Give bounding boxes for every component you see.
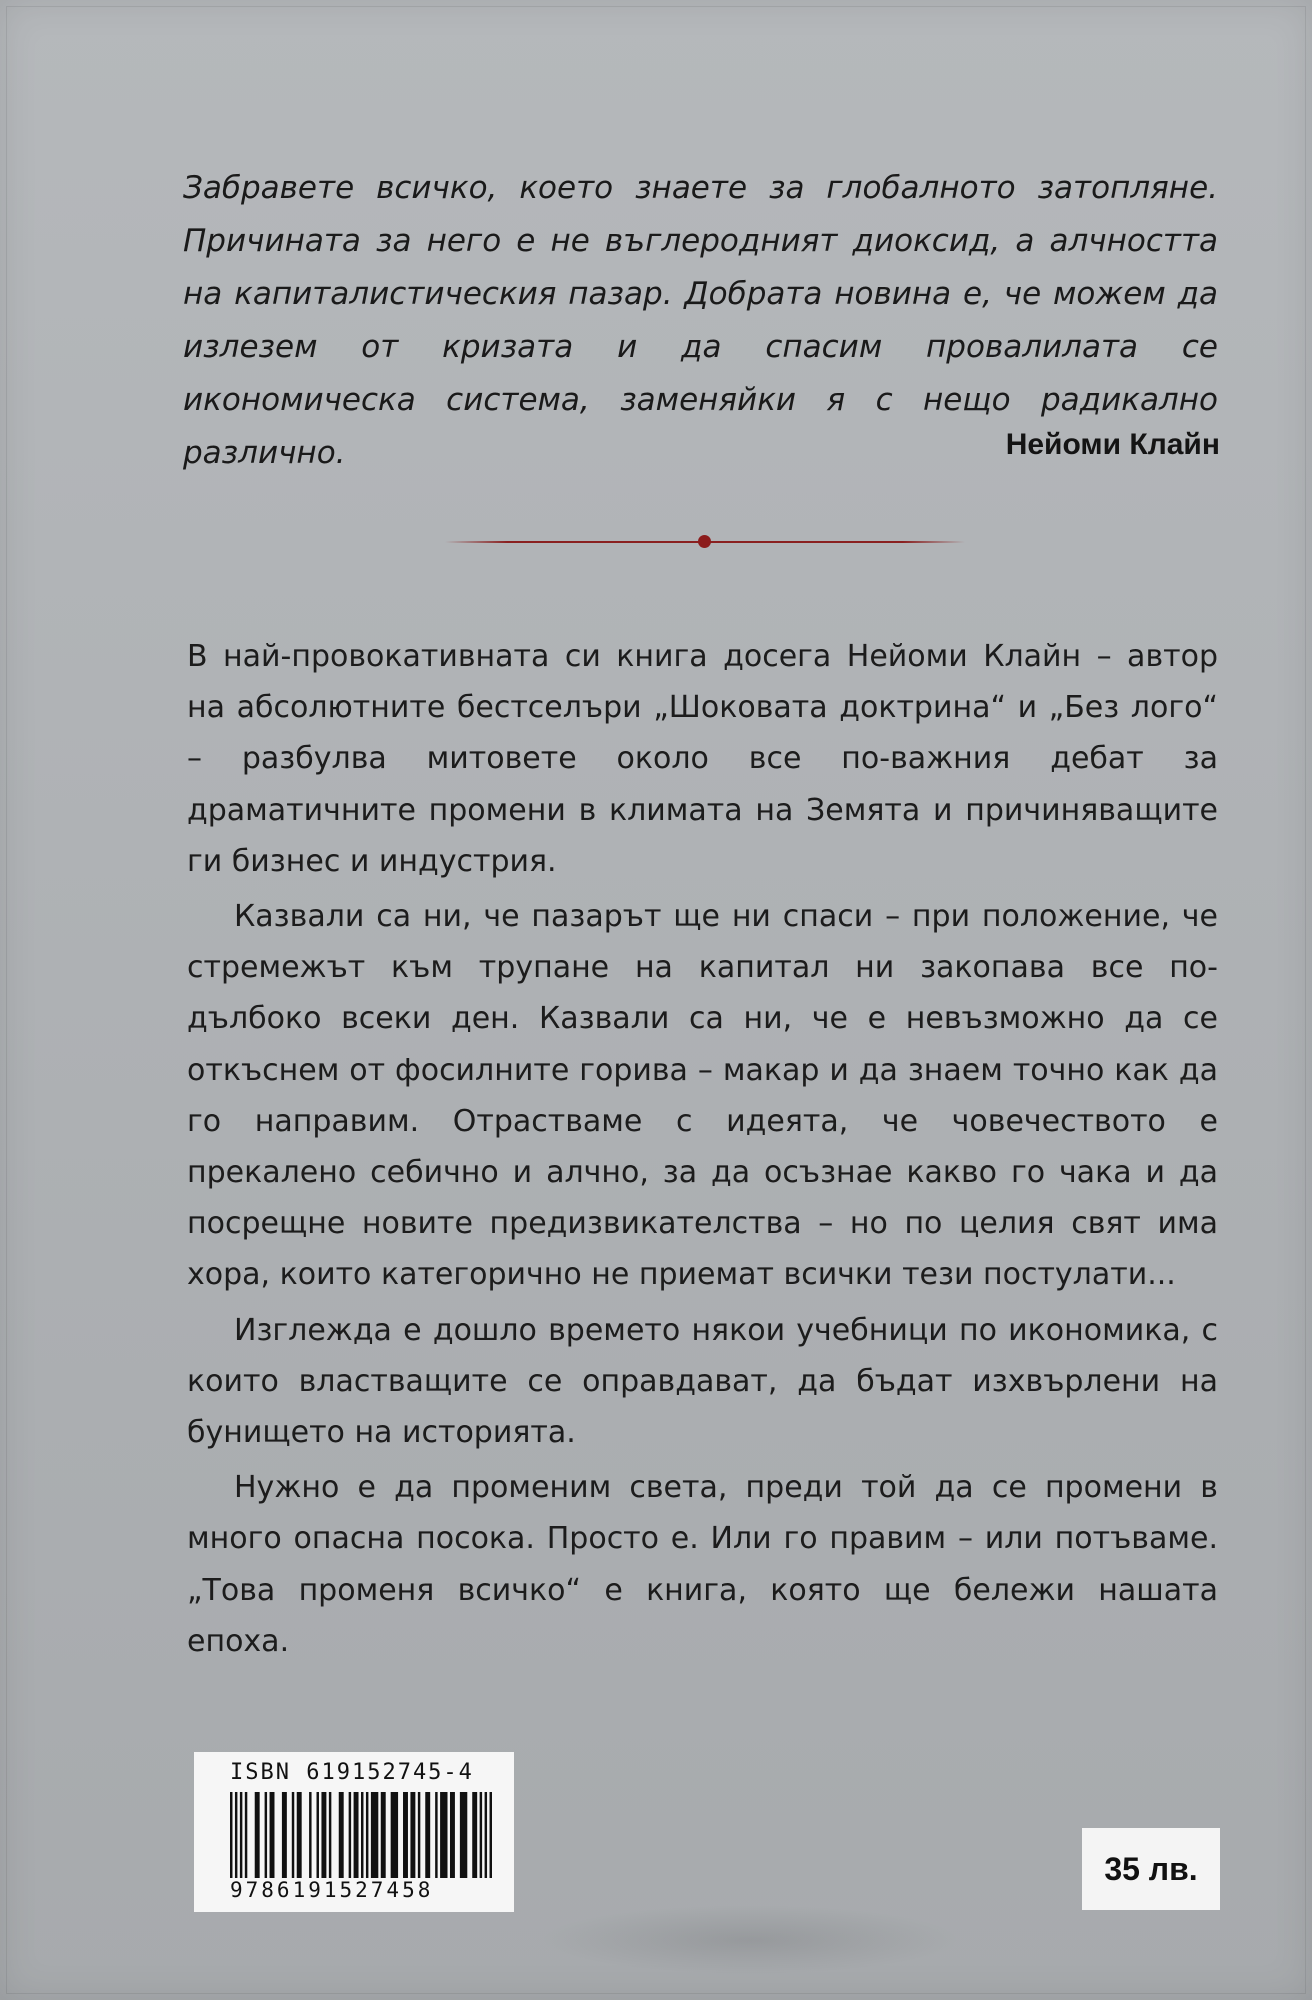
ornament-divider-dot: [698, 535, 711, 548]
barcode-bar: [490, 1792, 492, 1878]
price-text: 35 лв.: [1104, 1850, 1198, 1887]
barcode-bar: [391, 1792, 398, 1878]
barcode-bar: [230, 1792, 232, 1878]
cover-scuff-mark: [540, 1905, 960, 1975]
barcode-bar: [381, 1792, 386, 1878]
barcode-bar: [418, 1792, 420, 1878]
barcode-bar: [297, 1792, 302, 1878]
blurb-paragraph-4: Нужно е да променим света, преди той да се промени в много опасна посока. Просто е. Или го правим – или потъваме. „Това променя всичко“ е книга, която ще бележи нашата епоха.: [187, 1470, 1218, 1659]
blurb-paragraph-3: Изглежда е дошло времето някои учебници по икономика, с които властващите се оправдават, да бъдат изхвърлени на бунището на историята.: [187, 1312, 1218, 1451]
ean-number: 9786191527458: [230, 1878, 434, 1902]
barcode-bar: [235, 1792, 237, 1878]
barcode-bar: [425, 1792, 430, 1878]
barcode-bar: [321, 1792, 326, 1878]
barcode-bar: [292, 1792, 294, 1878]
barcode-bar: [485, 1792, 487, 1878]
barcode-bar: [255, 1792, 260, 1878]
barcode-bar: [366, 1792, 368, 1878]
barcode-bar: [460, 1792, 467, 1878]
barcode-bar: [440, 1792, 447, 1878]
blurb-paragraph-2: Казвали са ни, че пазарът ще ни спаси – при положение, че стремежът към трупане на капитал ни закопава все по-дълбоко всеки ден. Казвали са ни, че е невъзможно да се откъснем от фосилните горива – макар и да знаем точно как да го направим. Отрастваме с идеята, че човечеството е прекалено себично и алчно, за да осъзнае какво го чака и да посрещне новите предизвикателства – но по целия свят има хора, които категорично не приемат всички тези постулати...: [187, 899, 1218, 1293]
barcode-bar: [361, 1792, 363, 1878]
barcode-bar: [240, 1792, 242, 1878]
price-sticker: [1082, 1828, 1220, 1910]
barcode-sticker: [194, 1752, 514, 1912]
barcode-bar: [371, 1792, 378, 1878]
barcode-bar: [354, 1792, 359, 1878]
barcode-bar: [265, 1792, 267, 1878]
barcode-icon: [230, 1792, 492, 1878]
barcode-bar: [480, 1792, 482, 1878]
blurb-paragraph-1: В най-провокативната си книга досега Нейоми Клайн – автор на абсолютните бестселъри „Шоковата доктрина“ и „Без лого“ – разбулва митовете около все по-важния дебат за драматичните промени в климата на Земята и причиняващите ги бизнес и индустрия.: [187, 639, 1218, 879]
barcode-bar: [309, 1792, 311, 1878]
barcode-bar: [245, 1792, 247, 1878]
barcode-bar: [270, 1792, 275, 1878]
isbn-label: ISBN 619152745-4: [230, 1760, 474, 1785]
blurb: [187, 631, 1218, 1667]
barcode-bar: [339, 1792, 344, 1878]
barcode-bar: [450, 1792, 455, 1878]
barcode-bar: [282, 1792, 287, 1878]
barcode-bar: [472, 1792, 477, 1878]
quote-author: Нейоми Клайн: [1005, 428, 1220, 461]
barcode-bar: [403, 1792, 408, 1878]
barcode-bar: [329, 1792, 331, 1878]
barcode-bar: [349, 1792, 351, 1878]
barcode-bar: [435, 1792, 437, 1878]
barcode-bar: [317, 1792, 319, 1878]
quote-text: Забравете всичко, което знаете за глобалното затопляне. Причината за него е не въглеродният диоксид, а алчността на капиталистическия пазар. Добрата новина е, че можем да излезем от кризата и да спасим провалилата се икономическа система, заменяйки я с нещо радикално различно.: [183, 170, 1218, 471]
barcode-bar: [410, 1792, 415, 1878]
